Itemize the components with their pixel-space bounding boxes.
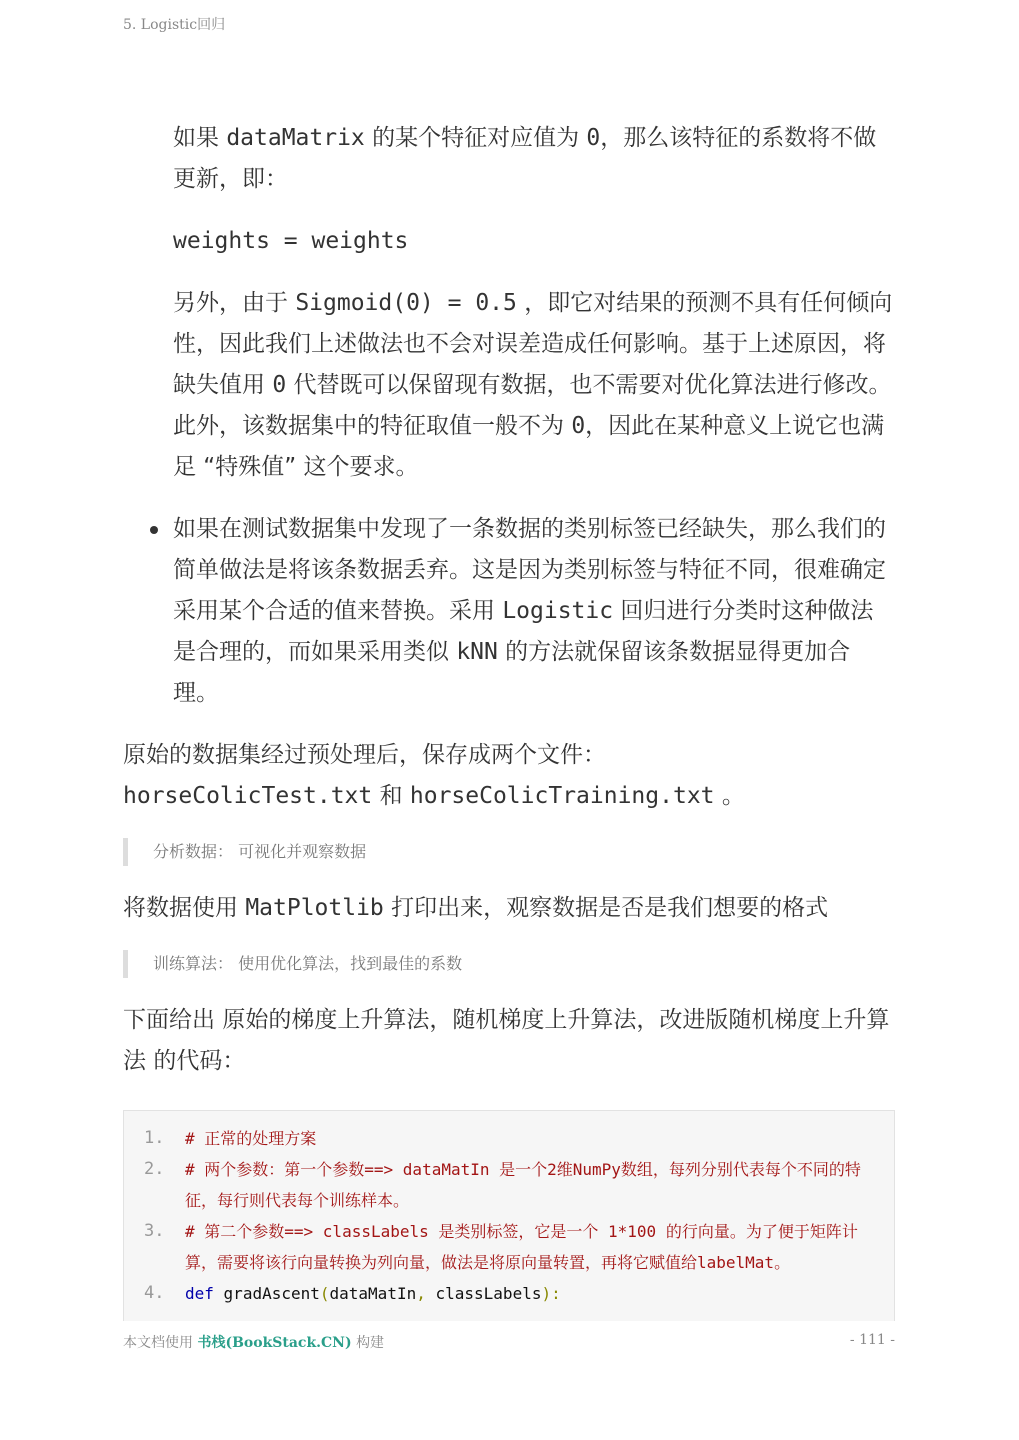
blockquote-train-algorithm (123, 950, 895, 978)
bullet-dot-icon (150, 526, 158, 534)
paragraph-plot: 将数据使用 MatPlotlib 打印出来，观察数据是否是我们想要的格式 (123, 895, 829, 921)
inline-code-zero: 0 (586, 125, 601, 151)
inline-code-zero: 0 (571, 413, 586, 439)
inline-code-zero: 0 (272, 372, 287, 398)
line-number: 4. (144, 1283, 165, 1303)
code-line: 4. def gradAscent(dataMatIn, classLabels): (124, 1278, 894, 1309)
inline-code-knn: kNN (456, 639, 498, 665)
quote-text: 可视化并观察数据 (238, 842, 367, 861)
blockquote-analyze-data (123, 838, 895, 866)
paragraph-code-intro: 下面给出 原始的梯度上升算法，随机梯度上升算法，改进版随机梯度上升算法 的代码： (123, 1007, 890, 1074)
quote-label: 分析数据： (153, 842, 234, 861)
inline-code-matplotlib: MatPlotlib (245, 895, 384, 921)
list-item: 如果在测试数据集中发现了一条数据的类别标签已经缺失，那么我们的简单做法是将该条数据丢弃。这是因为类别标签与特征不同，很难确定采用某个合适的值来替换。采用 Logistic 回归进行分类时这种做法是合理的，而如果采用类似 kNN 的方法就保留该条数据显得更加合理。 (123, 509, 895, 714)
code-comment: # 两个参数：第一个参数==> dataMatIn 是一个2维NumPy数组，每列分别代表每个不同的特征，每行则代表每个训练样本。 (185, 1160, 861, 1210)
document-content (123, 118, 895, 1103)
page-header-chapter: 5. Logistic回归 (123, 17, 226, 33)
line-number: 2. (144, 1159, 165, 1179)
code-keyword: def (185, 1284, 214, 1303)
code-line (124, 1123, 894, 1154)
footer-brand-link[interactable]: 书栈(BookStack.CN) (197, 1335, 352, 1351)
code-function-name: gradAscent (223, 1284, 320, 1303)
formula-weights: weights = weights (173, 228, 409, 254)
code-comment: # 正常的处理方案 (185, 1129, 317, 1148)
quote-label: 训练算法： (153, 954, 234, 973)
page-footer-credit: 本文档使用 书栈(BookStack.CN) 构建 (123, 1335, 385, 1351)
paragraph-sigmoid: 另外，由于 Sigmoid(0) = 0.5 ，即它对结果的预测不具有任何倾向性，因此我们上述做法也不会对误差造成任何影响。基于上述原因，将缺失值用 0 代替既可以保留现有数据，也不需要对优化算法进行修改。此外，该数据集中的特征取值一般不为 0，因此在某种意义上说它也满足 “特殊值” 这个要求。 (173, 290, 893, 480)
paragraph-missing-feature: 如果 dataMatrix 的某个特征对应值为 0，那么该特征的系数将不做更新，即： (173, 125, 877, 192)
inline-code-logistic: Logistic (502, 598, 614, 624)
code-argument: dataMatIn (329, 1284, 417, 1303)
code-line (124, 1216, 894, 1278)
quote-text: 使用优化算法，找到最佳的系数 (238, 954, 463, 973)
page-number: - 111 - (849, 1332, 895, 1348)
code-argument: classLabels (435, 1284, 542, 1303)
code-line (124, 1154, 894, 1216)
line-number: 3. (144, 1221, 165, 1241)
code-block (123, 1110, 895, 1321)
inline-code-sigmoid: Sigmoid(0) = 0.5 (295, 290, 517, 316)
paragraph-files: 原始的数据集经过预处理后，保存成两个文件： horseColicTest.txt 和 horseColicTraining.txt 。 (123, 742, 745, 809)
inline-code-test-file: horseColicTest.txt (123, 783, 373, 809)
code-comment: # 第二个参数==> classLabels 是类别标签，它是一个 1*100 的行向量。为了便于矩阵计算，需要将该行向量转换为列向量，做法是将原向量转置，再将它赋值给labelMat。 (185, 1222, 858, 1272)
inline-code-training-file: horseColicTraining.txt (409, 783, 715, 809)
line-number: 1. (144, 1128, 165, 1148)
inline-code-datamatrix: dataMatrix (226, 125, 365, 151)
